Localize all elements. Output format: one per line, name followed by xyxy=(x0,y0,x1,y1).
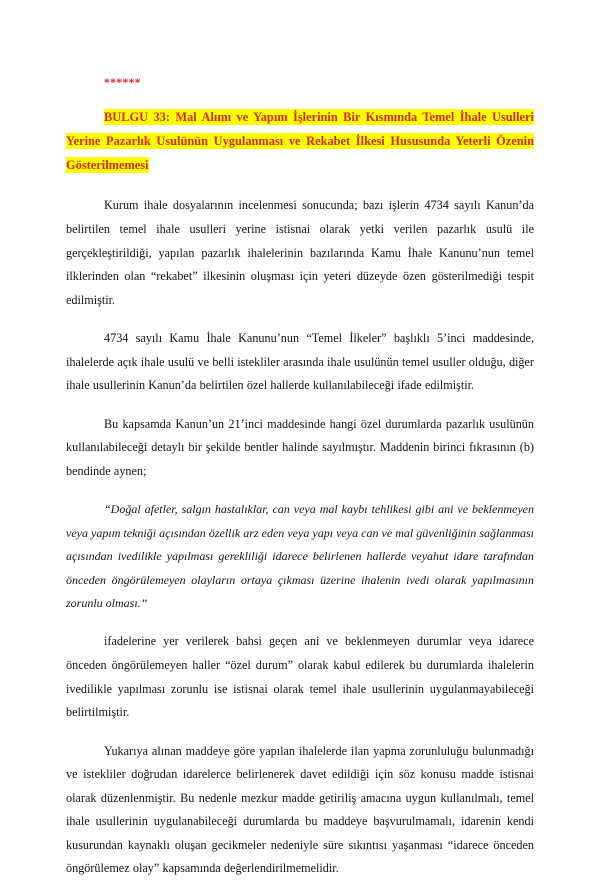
paragraph-1: Kurum ihale dosyalarının incelenmesi sonucunda; bazı işlerin 4734 sayılı Kanun’da belirtilen temel ihale usulleri yerine istisnai olarak yetki verilen pazarlık usulü ile gerçekleştirildiği, yapılan pazarlık ihalelerinin bazılarında Kamu İhale Kanunu’nun temel ilklerinden olan “rekabet” ilkesinin oluşması için yeteri düzeyde özen gösterilmediği tespit edilmiştir. xyxy=(66,198,534,307)
finding-heading xyxy=(66,106,534,177)
paragraph-3: Bu kapsamda Kanun’un 21’inci maddesinde hangi özel durumlarda pazarlık usulünün kullanılabileceği detaylı bir şekilde bentler halinde sayılmıştır. Maddenin birinci fıkrasının (b) bendinde aynen; xyxy=(66,416,534,478)
legal-quote-block: “Doğal afetler, salgın hastalıklar, can veya mal kaybı tehlikesi gibi ani ve beklenmeyen veya yapım tekniği açısından özellik arz eden veya yapı veya can ve mal güvenliğinin sağlanması açısından ivedilikle yapılması gerekliliği idarece belirlenen hallerde veyahut idare tarafından önceden öngörülemeyen olayların ortaya çıkması üzerine ihalenin ivedi olarak yapılmasının zorunlu olması.” xyxy=(66,502,534,611)
asterisk-separator-text: ****** xyxy=(104,77,141,89)
paragraph-5: Yukarıya alınan maddeye göre yapılan ihalelerde ilan yapma zorunluluğu bulunmadığı ve istekliler doğrudan idarelerce belirlenerek davet edildiği için söz konusu madde istisnai olarak düzenlenmiştir. Bu nedenle mezkur madde getiriliş amacına uygun kullanılmalı, temel ihale usullerinin uygulanabileceği durumlarda bu maddeye başvurulmamalı, idarenin kendi kusurundan kaynaklı oluşan gecikmeler nedeniyle süre sıkıntısı yaşanması “idarece önceden öngörülemez olay” kapsamında değerlendirilmemelidir. xyxy=(66,743,534,876)
document-content xyxy=(66,74,534,881)
finding-heading-text: BULGU 33: Mal Alımı ve Yapım İşlerinin Bir Kısmında Temel İhale Usulleri Yerine Pazarlık Usulünün Uygulanması ve Rekabet İlkesi Hususunda Yeterli Özenin Gösterilmemesi xyxy=(66,110,534,172)
paragraph-4: ifadelerine yer verilerek bahsi geçen ani ve beklenmeyen durumlar veya idarece önceden öngörülemeyen haller “özel durum” olarak kabul edilerek bu durumlarda ihalelerin ivedilikle yapılması zorunlu ise istisnai olarak temel ihale usullerinin uygulanmayabileceği belirtilmiştir. xyxy=(66,634,534,720)
asterisk-separator xyxy=(66,74,534,90)
paragraph-2: 4734 sayılı Kamu İhale Kanunu’nun “Temel İlkeler” başlıklı 5’inci maddesinde, ihalelerde açık ihale usulü ve belli istekliler arasında ihale usulünün temel usuller olduğu, diğer ihale usullerinin Kanun’da belirtilen özel hallerde kullanılabileceği ifade edilmiştir. xyxy=(66,331,534,393)
